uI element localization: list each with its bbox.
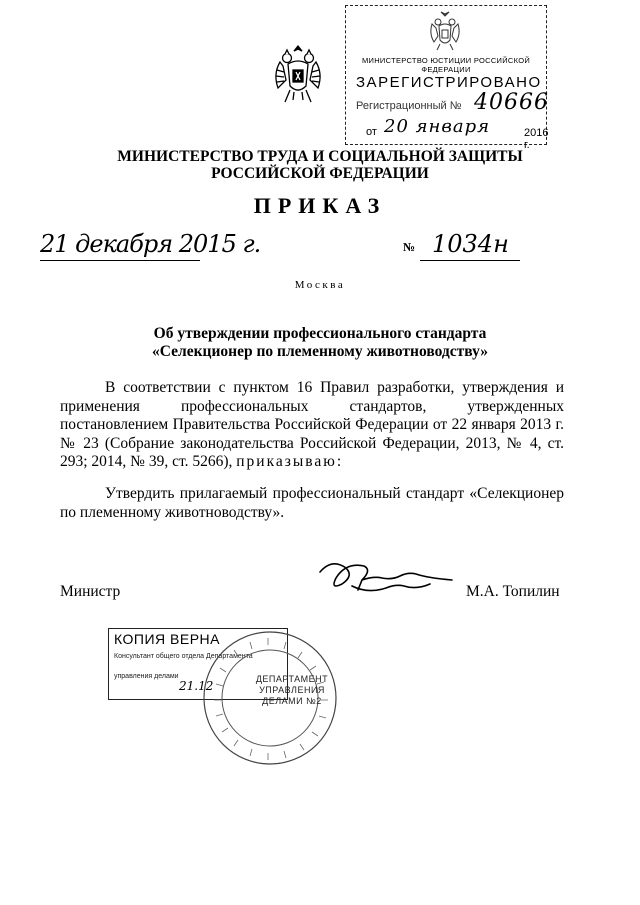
copy-stamp-title: КОПИЯ ВЕРНА (114, 631, 220, 647)
date-underline (40, 260, 200, 261)
registration-date: 20 января (384, 116, 491, 137)
body-paragraph-2 (60, 485, 564, 522)
handwritten-signature (312, 550, 462, 610)
copy-stamp-department: управления делами (114, 673, 179, 680)
signatory-title: Министр (60, 583, 121, 600)
subject-line-1: Об утверждении профессионального стандарта (153, 325, 487, 342)
registration-date-prefix: от (366, 126, 377, 138)
registration-number: 40666 (474, 90, 549, 115)
order-word: приказываю: (236, 453, 344, 471)
paragraph-1-text: В соответствии с пунктом 16 Правил разработки, утверждения и применения профессиональных стандартов, утвержденных постановлением Правительства Российской Федерации от 22 января 2013 г. № 23 (Собрание законодательства Российской Федерации, 2013, № 4, ст. 293; 2014, № 39, ст. 5266), (60, 379, 564, 471)
city: Москва (294, 279, 346, 291)
number-sign: № (403, 240, 416, 254)
copy-stamp-position: Консультант общего отдела Департамента (114, 653, 253, 660)
subject-line-2: «Селекционер по племенному животноводству» (152, 343, 488, 360)
copy-stamp-date: 21.12 (179, 679, 214, 693)
stamp-title: ЗАРЕГИСТРИРОВАНО (356, 74, 542, 91)
registration-year: 2016 г. (524, 127, 549, 151)
order-date: 21 декабря 2015 г. (40, 230, 261, 258)
body-paragraph-1 (60, 379, 564, 472)
order-number: 1034н (432, 230, 509, 258)
seal-text: ДЕПАРТАМЕНТ УПРАВЛЕНИЯ ДЕЛАМИ №2 (255, 674, 329, 706)
coat-of-arms-icon (272, 44, 324, 106)
stamp-ministry: МИНИСТЕРСТВО ЮСТИЦИИ РОССИЙСКОЙ ФЕДЕРАЦИИ (361, 56, 531, 74)
paragraph-2-text: Утвердить прилагаемый профессиональный стандарт «Селекционер по племенному животноводству». (60, 485, 564, 521)
registration-stamp (345, 5, 549, 151)
registration-label: Регистрационный № (356, 100, 462, 112)
document-type: ПРИКАЗ (253, 193, 387, 218)
ministry-name (0, 148, 640, 182)
order-subject (0, 325, 640, 361)
number-underline (420, 260, 520, 261)
ministry-line-1: МИНИСТЕРСТВО ТРУДА И СОЦИАЛЬНОЙ ЗАЩИТЫ (117, 148, 523, 165)
coat-of-arms-icon (428, 10, 462, 52)
ministry-line-2: РОССИЙСКОЙ ФЕДЕРАЦИИ (211, 165, 429, 182)
signatory-name: М.А. Топилин (466, 583, 560, 600)
